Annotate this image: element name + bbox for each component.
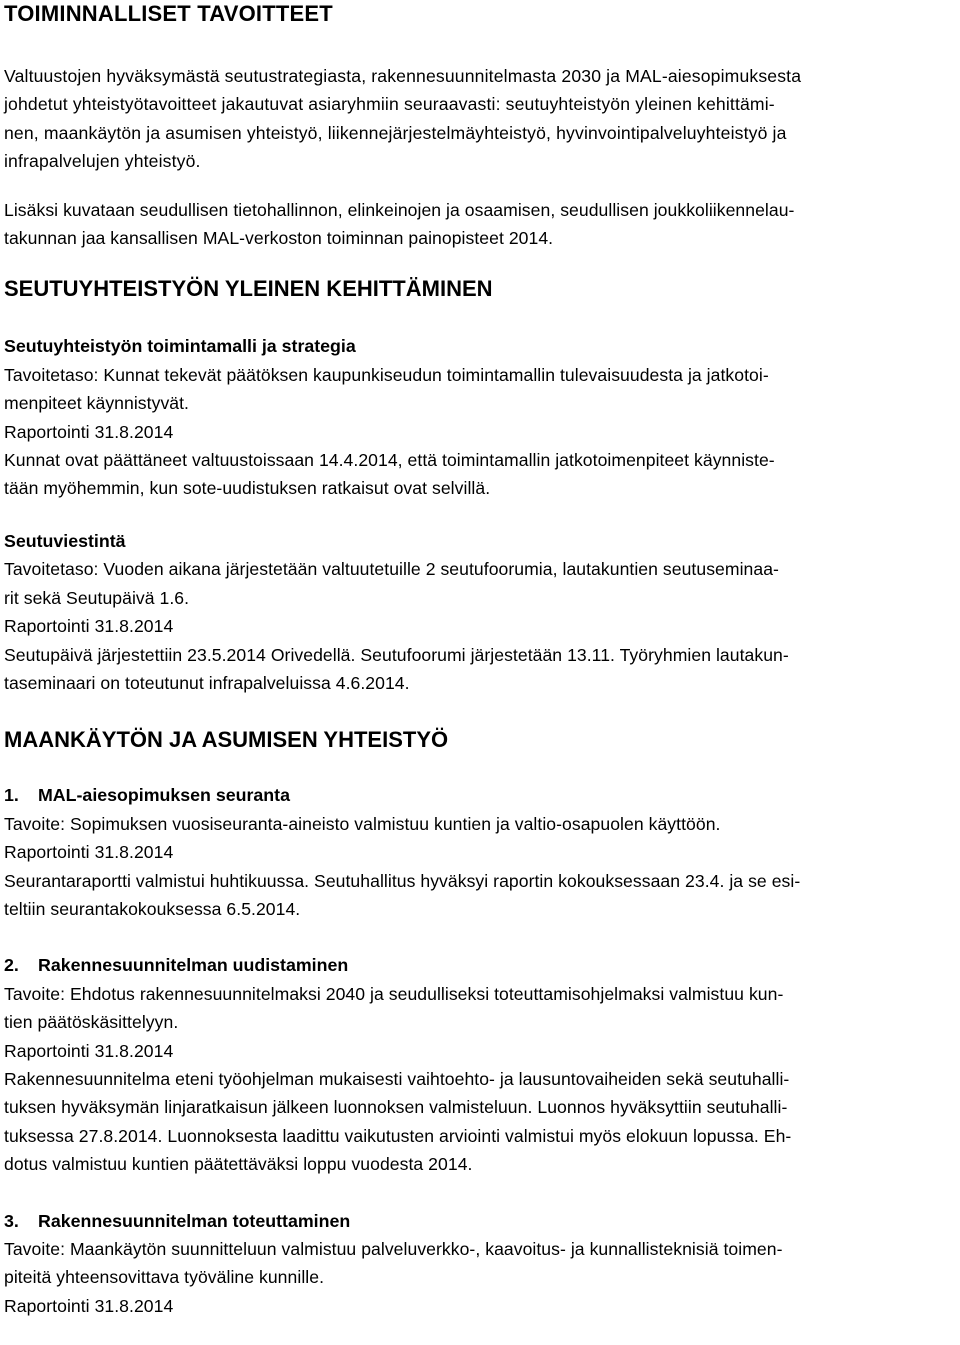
result-line: Seurantaraportti valmistui huhtikuussa. Seutuhallitus hyväksyi raportin kokouksessaan 23.4. ja se esi- [4,870,801,891]
item-number: 1. [4,785,19,806]
target-line: Tavoite: Sopimuksen vuosiseuranta-aineisto valmistuu kuntien ja valtio-osapuolen käyttöön. [4,813,721,834]
result-line: tuksen hyväksymän linjaratkaisun jälkeen luonnoksen valmisteluun. Luonnos hyväksyttiin seutuhalli- [4,1097,788,1118]
intro-paragraph [4,62,956,176]
report-line: Raportointi 31.8.2014 [4,1295,174,1316]
item-title: Rakennesuunnitelman toteuttaminen [38,1210,351,1231]
item-number: 2. [4,955,19,976]
text-line: johdetut yhteistyötavoitteet jakautuvat asiaryhmiin seuraavasti: seutuyhteistyön yleinen kehittämi- [4,94,775,115]
result-line: taseminaari on toteutunut infrapalveluissa 4.6.2014. [4,672,410,693]
result-line: tuksessa 27.8.2014. Luonnoksesta laadittu vaikutusten arviointi valmistui myös elokuun lopussa. Eh- [4,1125,792,1146]
subsection-body-toimintamalli [4,361,956,503]
item-title: MAL-aiesopimuksen seuranta [38,785,290,806]
result-line: dotus valmistuu kuntien päätettäväksi loppu vuodesta 2014. [4,1154,473,1175]
subsection-title-toimintamalli: Seutuyhteistyön toimintamalli ja strategia [4,336,356,357]
item-body-mal-seuranta [4,810,956,924]
subsection-title-seutuviestinta: Seutuviestintä [4,530,126,551]
item-title: Rakennesuunnitelman uudistaminen [38,955,349,976]
text-line: Lisäksi kuvataan seudullisen tietohallinnon, elinkeinojen ja osaamisen, seudullisen joukkoliikennelau- [4,199,795,220]
result-line: teltiin seurantakokouksessa 6.5.2014. [4,898,301,919]
target-line: Tavoite: Ehdotus rakennesuunnitelmaksi 2040 ja seudulliseksi toteuttamisohjelmaksi valmistuu kun- [4,983,784,1004]
numbered-title-rakennesuunnitelma-toteuttaminen [4,1207,956,1235]
result-line: Rakennesuunnitelma eteni työohjelman mukaisesti vaihtoehto- ja lausuntovaiheiden sekä seutuhalli- [4,1068,790,1089]
target-line: Tavoite: Maankäytön suunnitteluun valmistuu palveluverkko-, kaavoitus- ja kunnallisteknisiä toimen- [4,1239,783,1259]
report-line: Raportointi 31.8.2014 [4,616,174,637]
report-line: Raportointi 31.8.2014 [4,842,174,863]
target-line: tien päätöskäsittelyyn. [4,1012,179,1033]
numbered-title-rakennesuunnitelma-uudistaminen [4,951,956,979]
item-body-rakennesuunnitelma-uudistaminen [4,980,956,1179]
text-line: infrapalvelujen yhteistyö. [4,151,201,172]
target-line: menpiteet käynnistyvät. [4,393,189,414]
section-title-maankaytto: MAANKÄYTÖN JA ASUMISEN YHTEISTYÖ [4,727,449,753]
report-line: Raportointi 31.8.2014 [4,1040,174,1061]
item-number: 3. [4,1210,19,1231]
document-title: TOIMINNALLISET TAVOITTEET [4,1,333,26]
numbered-title-mal-seuranta [4,781,956,809]
subsection-body-seutuviestinta [4,555,956,697]
additional-paragraph [4,196,956,253]
target-line: piteitä yhteensovittava työväline kunnille. [4,1267,325,1288]
text-line: nen, maankäytön ja asumisen yhteistyö, liikennejärjestelmäyhteistyö, hyvinvointipalveluyhteistyö ja [4,122,787,143]
target-line: Tavoitetaso: Vuoden aikana järjestetään valtuutetuille 2 seutufoorumia, lautakuntien seutuseminaa- [4,559,779,580]
result-line: Seutupäivä järjestettiin 23.5.2014 Orivedellä. Seutufoorumi järjestetään 13.11. Työryhmien lautakun- [4,644,789,665]
text-line: Valtuustojen hyväksymästä seutustrategiasta, rakennesuunnitelmasta 2030 ja MAL-aiesopimuksesta [4,66,802,86]
target-line: rit sekä Seutupäivä 1.6. [4,587,190,608]
result-line: Kunnat ovat päättäneet valtuustoissaan 14.4.2014, että toimintamallin jatkotoimenpiteet käynniste- [4,450,775,471]
text-line: takunnan jaa kansallisen MAL-verkoston toiminnan painopisteet 2014. [4,228,554,249]
result-line: tään myöhemmin, kun sote-uudistuksen ratkaisut ovat selvillä. [4,478,491,499]
target-line: Tavoitetaso: Kunnat tekevät päätöksen kaupunkiseudun toimintamallin tulevaisuudesta ja jatkotoi- [4,364,769,385]
section-title-seutuyhteistyo: SEUTUYHTEISTYÖN YLEINEN KEHITTÄMINEN [4,276,493,302]
item-body-rakennesuunnitelma-toteuttaminen [4,1235,956,1320]
report-line: Raportointi 31.8.2014 [4,421,174,442]
